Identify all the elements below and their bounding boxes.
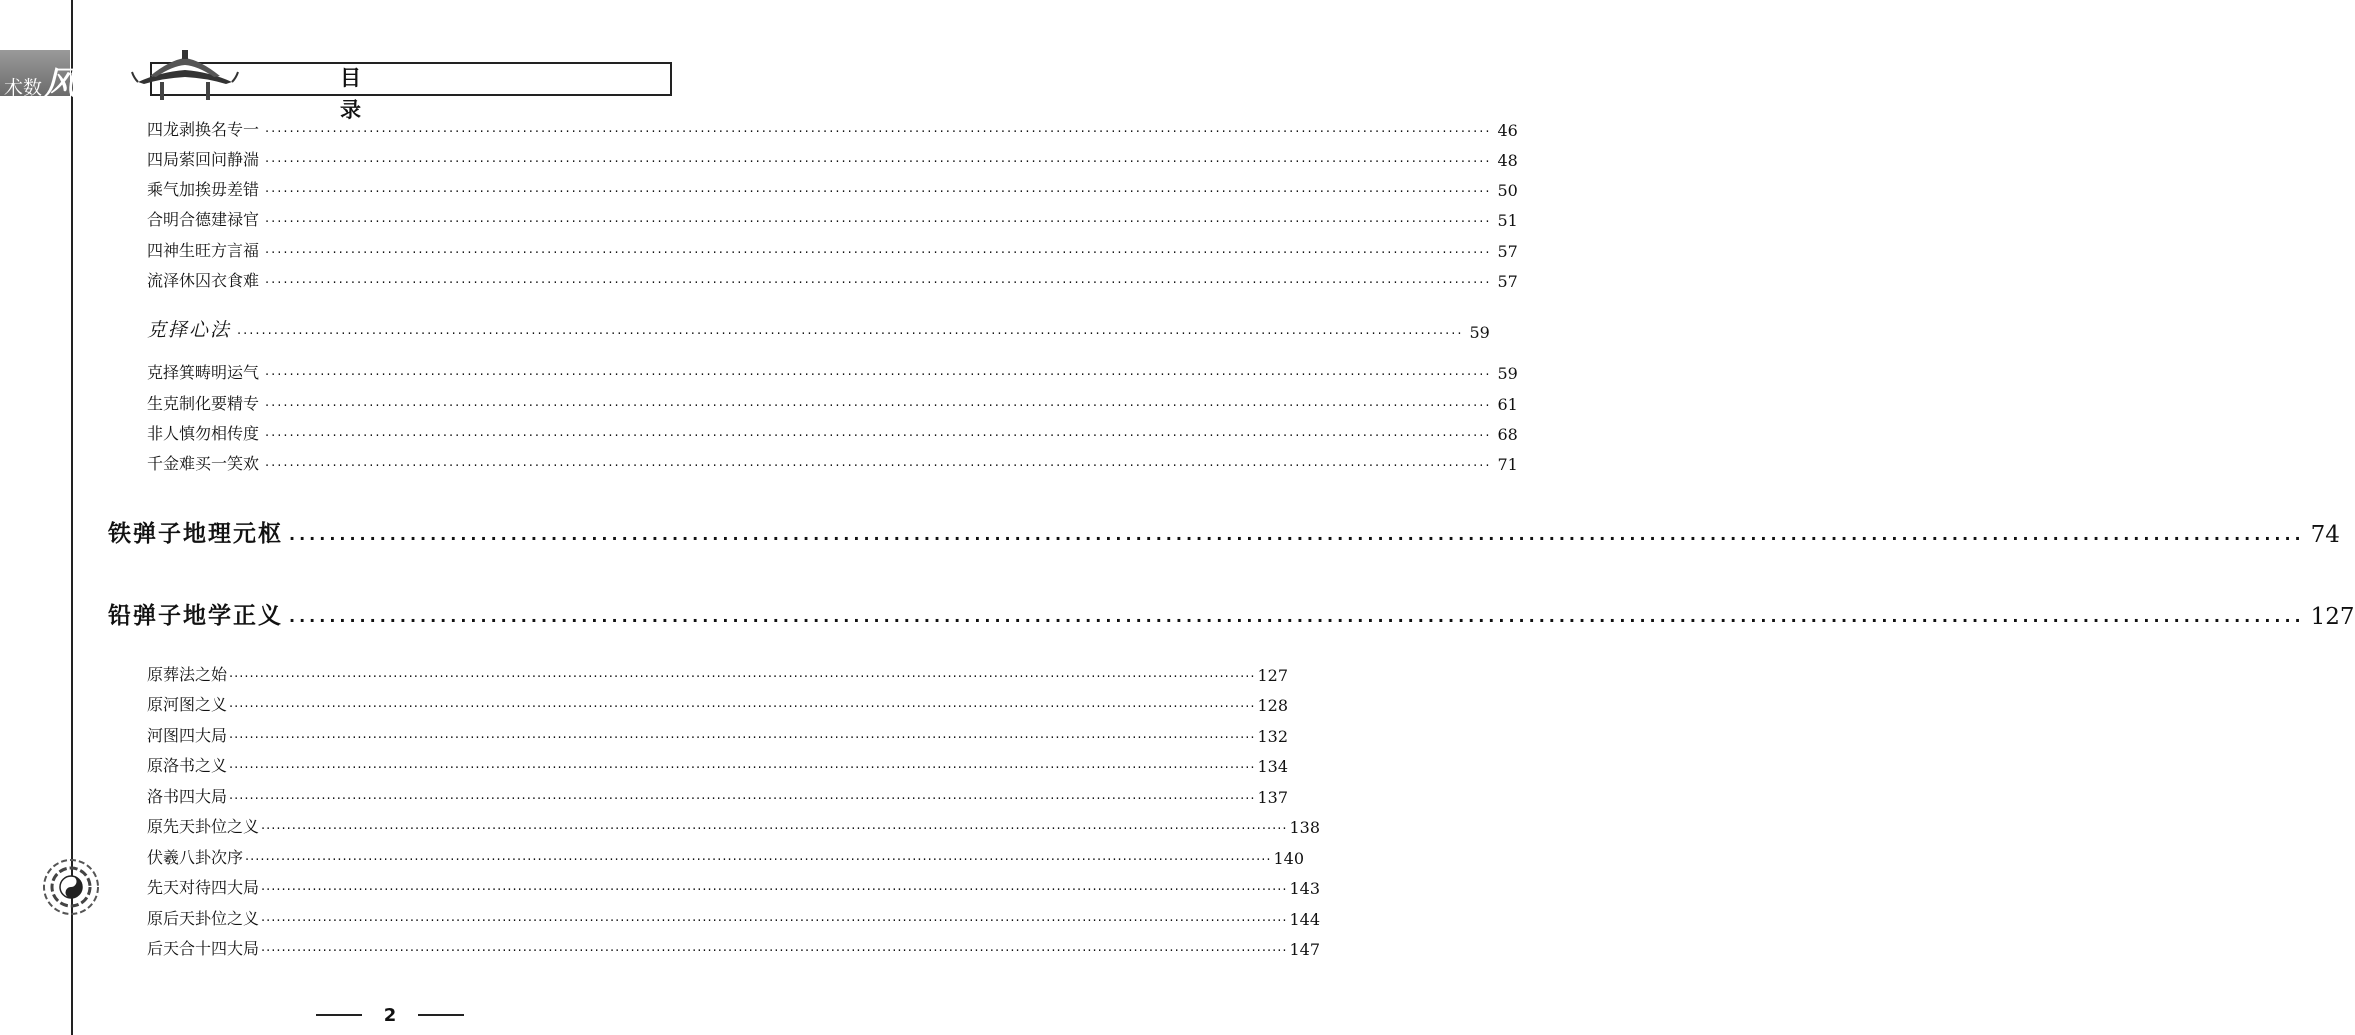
toc-entry-page: 132 xyxy=(1257,727,1289,746)
toc-leader-dots: ········································································································································································································ xyxy=(265,399,1492,414)
toc-entry-title: 先天对待四大局 xyxy=(147,878,260,897)
toc-entry xyxy=(147,937,1321,959)
toc-entry-page: 144 xyxy=(1289,910,1321,929)
toc-entry xyxy=(147,693,1289,715)
toc-entry xyxy=(108,596,2355,630)
toc-entry-page: 134 xyxy=(1257,757,1289,776)
toc-entry-page: 140 xyxy=(1273,849,1305,868)
toc-entry-page: 51 xyxy=(1497,211,1518,230)
toc-entry-page: 59 xyxy=(1469,323,1490,342)
toc-entry-page: 137 xyxy=(1257,788,1289,807)
toc-entry-page: 128 xyxy=(1257,696,1289,715)
toc-entry-page: 74 xyxy=(2310,522,2340,548)
toc-leader-dots: ········································································································································································································ xyxy=(289,529,2305,548)
footer-rule-left xyxy=(316,1014,362,1016)
toc-entry-title: 原后天卦位之义 xyxy=(147,909,260,928)
toc-leader-dots: ········································································································································································································ xyxy=(229,670,1256,685)
page-footer xyxy=(310,1003,470,1027)
toc-entry-page: 127 xyxy=(1257,666,1289,685)
toc-entry xyxy=(147,316,1490,342)
toc-entry-title: 河图四大局 xyxy=(147,726,228,745)
toc-entry xyxy=(147,876,1321,898)
toc-entry xyxy=(147,361,1518,383)
toc-entry-title: 铁弹子地理元枢 xyxy=(108,521,283,547)
toc-leader-dots: ········································································································································································································ xyxy=(229,761,1256,776)
toc-entry xyxy=(147,907,1321,929)
toc-entry-title: 洛书四大局 xyxy=(147,787,228,806)
toc-leader-dots: ········································································································································································································ xyxy=(245,853,1272,868)
toc-entry xyxy=(147,178,1518,200)
toc-entry xyxy=(147,118,1518,140)
toc-entry-title: 伏羲八卦次序 xyxy=(147,848,244,867)
page-title: 目录 xyxy=(340,66,409,122)
toc-leader-dots: ········································································································································································································ xyxy=(261,822,1288,837)
toc-entry-title: 千金难买一笑欢 xyxy=(147,454,260,473)
toc-entry-page: 143 xyxy=(1289,879,1321,898)
toc-entry xyxy=(147,846,1305,868)
toc-leader-dots: ········································································································································································································ xyxy=(265,276,1492,291)
brand-big-text: 风水 xyxy=(44,64,109,102)
toc-entry xyxy=(147,754,1289,776)
toc-entry-title: 克择心法 xyxy=(147,319,232,341)
toc-entry-page: 59 xyxy=(1497,364,1518,383)
brand-small-text: 术数 xyxy=(4,77,43,99)
toc-entry-page: 71 xyxy=(1497,455,1518,474)
toc-entry-title: 流泽休囚衣食难 xyxy=(147,271,260,290)
toc-entry xyxy=(147,724,1289,746)
toc-entry-title: 非人慎勿相传度 xyxy=(147,424,260,443)
toc-entry xyxy=(108,514,2340,548)
toc-entry-page: 46 xyxy=(1497,121,1518,140)
toc-entry xyxy=(147,815,1321,837)
toc-leader-dots: ········································································································································································································ xyxy=(261,914,1288,929)
toc-entry-title: 铅弹子地学正义 xyxy=(108,603,283,629)
toc-leader-dots: ········································································································································································································ xyxy=(289,611,2305,630)
toc-entry-title: 原河图之义 xyxy=(147,695,228,714)
toc-leader-dots: ········································································································································································································ xyxy=(229,700,1256,715)
toc-entry-title: 四龙剥换名专一 xyxy=(147,120,260,139)
toc-entry xyxy=(147,663,1289,685)
toc-leader-dots: ········································································································································································································ xyxy=(265,459,1492,474)
toc-entry-page: 57 xyxy=(1497,272,1518,291)
pavilion-roof-icon xyxy=(130,42,240,102)
toc-entry xyxy=(147,239,1518,261)
toc-leader-dots: ········································································································································································································ xyxy=(265,185,1492,200)
toc-entry xyxy=(147,785,1289,807)
toc-entry-page: 127 xyxy=(2310,604,2355,630)
toc-entry xyxy=(147,452,1518,474)
toc-entry xyxy=(147,269,1518,291)
page-number: 2 xyxy=(383,1004,397,1026)
toc-entry-title: 合明合德建禄官 xyxy=(147,210,260,229)
toc-entry-title: 克择箕畴明运气 xyxy=(147,363,260,382)
toc-entry-page: 68 xyxy=(1497,425,1518,444)
toc-leader-dots: ········································································································································································································ xyxy=(265,368,1492,383)
toc-entry-title: 生克制化要精专 xyxy=(147,394,260,413)
toc-entry-page: 61 xyxy=(1497,395,1518,414)
toc-entry xyxy=(147,208,1518,230)
toc-leader-dots: ········································································································································································································ xyxy=(237,327,1464,342)
toc-leader-dots: ········································································································································································································ xyxy=(265,125,1492,140)
toc-entry-page: 48 xyxy=(1497,151,1518,170)
toc-entry-title: 原洛书之义 xyxy=(147,756,228,775)
toc-entry-page: 57 xyxy=(1497,242,1518,261)
toc-leader-dots: ········································································································································································································ xyxy=(265,215,1492,230)
toc-entry-title: 四神生旺方言福 xyxy=(147,241,260,260)
toc-leader-dots: ········································································································································································································ xyxy=(265,155,1492,170)
toc-entry xyxy=(147,422,1518,444)
toc-entry-title: 后天合十四大局 xyxy=(147,939,260,958)
series-brand xyxy=(4,58,109,102)
toc-entry-title: 原先天卦位之义 xyxy=(147,817,260,836)
bagua-icon xyxy=(42,858,100,916)
toc-entry-title: 原葬法之始 xyxy=(147,665,228,684)
toc-leader-dots: ········································································································································································································ xyxy=(261,944,1288,959)
toc-entry xyxy=(147,392,1518,414)
toc-entry-page: 147 xyxy=(1289,940,1321,959)
toc-leader-dots: ········································································································································································································ xyxy=(265,246,1492,261)
footer-rule-right xyxy=(418,1014,464,1016)
toc-leader-dots: ········································································································································································································ xyxy=(229,792,1256,807)
toc-entry-title: 乘气加挨毋差错 xyxy=(147,180,260,199)
toc-leader-dots: ········································································································································································································ xyxy=(265,429,1492,444)
toc-entry xyxy=(147,148,1518,170)
toc-entry-page: 50 xyxy=(1497,181,1518,200)
toc-leader-dots: ········································································································································································································ xyxy=(229,731,1256,746)
toc-leader-dots: ········································································································································································································ xyxy=(261,883,1288,898)
toc-entry-title: 四局萦回问静湍 xyxy=(147,150,260,169)
toc-entry-page: 138 xyxy=(1289,818,1321,837)
